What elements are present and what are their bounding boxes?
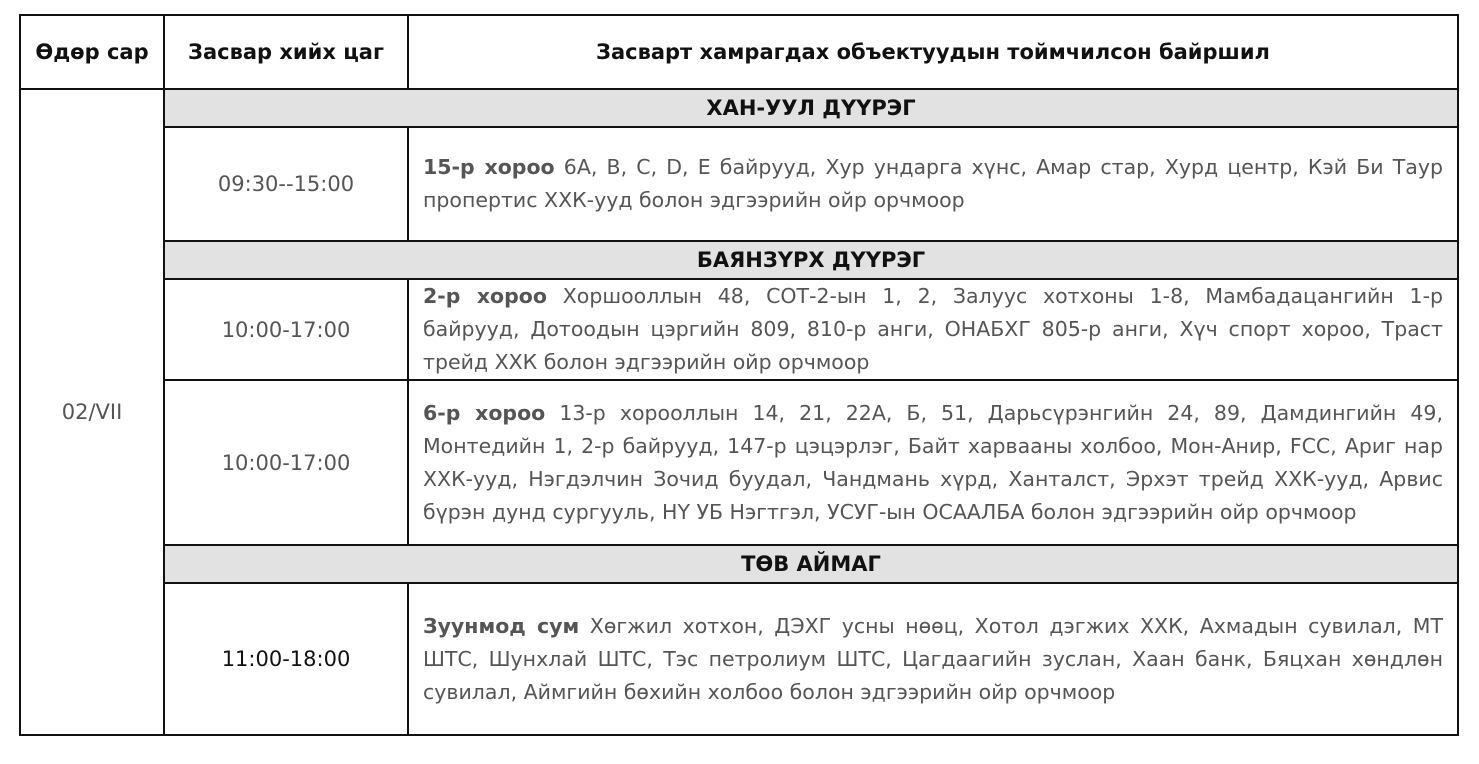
location-cell xyxy=(408,583,1458,735)
schedule-row xyxy=(20,127,1458,241)
time-column-header: Засвар хийх цаг xyxy=(164,15,408,89)
district-row xyxy=(20,89,1458,127)
area-label: Зуунмод сум xyxy=(423,613,580,638)
date-column-header: Өдөр сар xyxy=(20,15,164,89)
schedule-row xyxy=(20,380,1458,545)
district-heading-bayanzurkh: БАЯНЗҮРХ ДҮҮРЭГ xyxy=(164,241,1458,279)
location-cell xyxy=(408,279,1458,380)
location-details: Хөгжил хотхон, ДЭХГ усны нөөц, Хотол дэгжих ХХК, Ахмадын сувилал, МТ ШТС, Шунхлай ШТС, Тэс петролиум ШТС, Цагдаагийн зуслан, Хаан банк, Бяцхан хөндлөн сувилал, Аймгийн бөхийн холбоо болон эдгээрийн ойр орчмоор xyxy=(423,613,1443,704)
location-column-header: Засварт хамрагдах объектуудын тоймчилсон байршил xyxy=(408,15,1458,89)
schedule-row xyxy=(20,279,1458,380)
district-row xyxy=(20,545,1458,583)
district-heading-khan-uul: ХАН-УУЛ ДҮҮРЭГ xyxy=(164,89,1458,127)
area-label: 15-р хороо xyxy=(423,155,555,179)
time-cell: 11:00-18:00 xyxy=(164,583,408,735)
location-cell xyxy=(408,380,1458,545)
location-details: Хоршооллын 48, СОТ-2-ын 1, 2, Залуус хотхоны 1-8, Мамбадацангийн 1-р байрууд, Дотоодын цэргийн 809, 810-р анги, ОНАБХГ 805-р анги, Хүч спорт хороо, Траст трейд ХХК болон эдгээрийн ойр орчмоор xyxy=(423,284,1443,374)
time-cell: 10:00-17:00 xyxy=(164,279,408,380)
date-cell: 02/VII xyxy=(20,89,164,735)
location-details: 13-р хорооллын 14, 21, 22А, Б, 51, Дарьсүрэнгийн 24, 89, Дамдингийн 49, Монтедийн 1, 2-р байрууд, 147-р цэцэрлэг, Байт харвааны холбоо, Мон-Анир, FCC, Ариг нар ХХК-ууд, Нэгдэлчин Зочид буудал, Чандмань хүрд, Ханталст, Эрхэт трейд ХХК-ууд, Арвис бүрэн дунд сургууль, НҮ УБ Нэгтгэл, УСУГ-ын ОСААЛБА болон эдгээрийн ойр орчмоор xyxy=(423,400,1443,524)
area-label: 6-р хороо xyxy=(423,400,546,425)
location-details: 6А, В, С, D, Е байрууд, Хур ундарга хүнс, Амар стар, Хурд центр, Кэй Би Таур пропертис ХХК-ууд болон эдгээрийн ойр орчмоор xyxy=(423,155,1443,212)
time-cell: 10:00-17:00 xyxy=(164,380,408,545)
header-row xyxy=(20,15,1458,89)
area-label: 2-р хороо xyxy=(423,284,547,308)
district-heading-tuv: ТӨВ АЙМАГ xyxy=(164,545,1458,583)
outage-schedule-table xyxy=(19,14,1459,736)
schedule-row xyxy=(20,583,1458,735)
time-cell: 09:30--15:00 xyxy=(164,127,408,241)
district-row xyxy=(20,241,1458,279)
location-cell xyxy=(408,127,1458,241)
